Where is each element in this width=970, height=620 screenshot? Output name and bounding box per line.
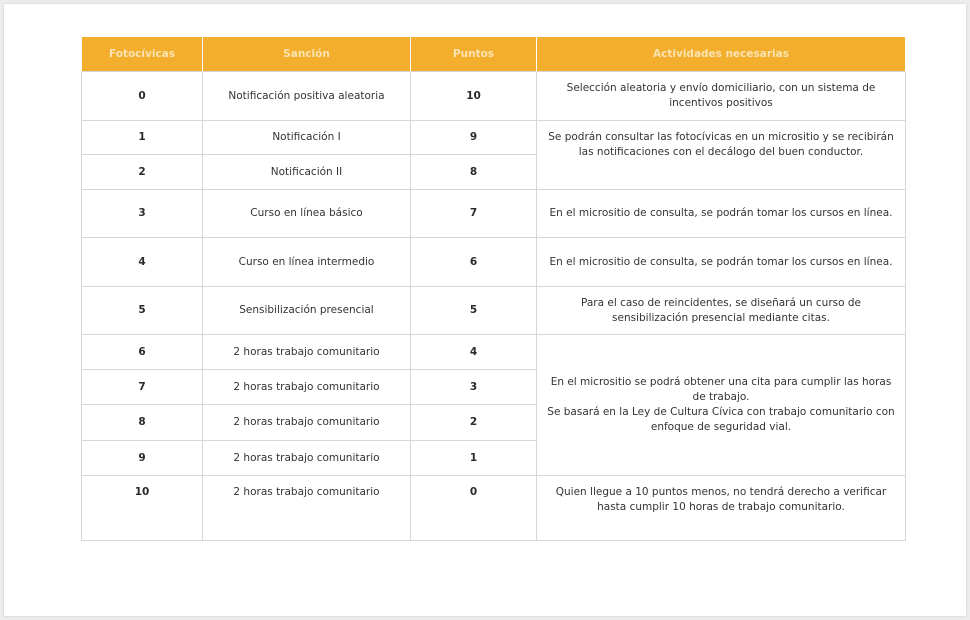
cell-fotocivicas: 5 bbox=[82, 287, 203, 335]
fotocivicas-table bbox=[81, 37, 906, 541]
cell-puntos: 3 bbox=[411, 370, 537, 405]
actividad-line: En el micrositio se podrá obtener una cita para cumplir las horas de trabajo. bbox=[550, 376, 892, 403]
table-row bbox=[82, 72, 906, 121]
cell-puntos: 5 bbox=[411, 287, 537, 335]
cell-puntos: 8 bbox=[411, 155, 537, 190]
cell-fotocivicas: 0 bbox=[82, 72, 203, 121]
table-row bbox=[82, 287, 906, 335]
cell-actividad: En el micrositio de consulta, se podrán tomar los cursos en línea. bbox=[537, 190, 906, 238]
cell-fotocivicas: 10 bbox=[82, 476, 203, 541]
actividad-line: Se basará en la Ley de Cultura Cívica con trabajo comunitario con enfoque de seguridad vial. bbox=[547, 406, 895, 433]
header-sancion: Sanción bbox=[203, 37, 411, 72]
header-fotocivicas: Fotocívicas bbox=[82, 37, 203, 72]
table-header-row bbox=[82, 37, 906, 72]
cell-fotocivicas: 6 bbox=[82, 335, 203, 370]
cell-actividad bbox=[537, 335, 906, 476]
header-puntos: Puntos bbox=[411, 37, 537, 72]
cell-sancion: 2 horas trabajo comunitario bbox=[203, 441, 411, 476]
table-row bbox=[82, 476, 906, 541]
cell-puntos: 9 bbox=[411, 121, 537, 155]
cell-sancion: 2 horas trabajo comunitario bbox=[203, 405, 411, 441]
cell-puntos: 2 bbox=[411, 405, 537, 441]
cell-puntos: 0 bbox=[411, 476, 537, 541]
cell-sancion: 2 horas trabajo comunitario bbox=[203, 335, 411, 370]
cell-actividad: En el micrositio de consulta, se podrán tomar los cursos en línea. bbox=[537, 238, 906, 287]
cell-fotocivicas: 4 bbox=[82, 238, 203, 287]
cell-sancion: Curso en línea intermedio bbox=[203, 238, 411, 287]
cell-puntos: 4 bbox=[411, 335, 537, 370]
cell-sancion: 2 horas trabajo comunitario bbox=[203, 370, 411, 405]
cell-actividad: Selección aleatoria y envío domiciliario, con un sistema de incentivos positivos bbox=[537, 72, 906, 121]
header-actividades: Actividades necesarias bbox=[537, 37, 906, 72]
document-page bbox=[4, 4, 966, 616]
cell-sancion: 2 horas trabajo comunitario bbox=[203, 476, 411, 541]
cell-sancion: Notificación I bbox=[203, 121, 411, 155]
cell-fotocivicas: 2 bbox=[82, 155, 203, 190]
cell-actividad: Se podrán consultar las fotocívicas en un micrositio y se recibirán las notificaciones con el decálogo del buen conductor. bbox=[537, 121, 906, 190]
cell-puntos: 7 bbox=[411, 190, 537, 238]
cell-fotocivicas: 8 bbox=[82, 405, 203, 441]
cell-actividad: Para el caso de reincidentes, se diseñará un curso de sensibilización presencial mediante citas. bbox=[537, 287, 906, 335]
table-row bbox=[82, 121, 906, 155]
table-row bbox=[82, 335, 906, 370]
cell-fotocivicas: 7 bbox=[82, 370, 203, 405]
cell-sancion: Notificación positiva aleatoria bbox=[203, 72, 411, 121]
table-row bbox=[82, 190, 906, 238]
cell-sancion: Curso en línea básico bbox=[203, 190, 411, 238]
cell-puntos: 6 bbox=[411, 238, 537, 287]
table-row bbox=[82, 238, 906, 287]
cell-sancion: Notificación II bbox=[203, 155, 411, 190]
cell-fotocivicas: 1 bbox=[82, 121, 203, 155]
cell-puntos: 10 bbox=[411, 72, 537, 121]
cell-sancion: Sensibilización presencial bbox=[203, 287, 411, 335]
cell-puntos: 1 bbox=[411, 441, 537, 476]
cell-fotocivicas: 3 bbox=[82, 190, 203, 238]
cell-fotocivicas: 9 bbox=[82, 441, 203, 476]
cell-actividad: Quien llegue a 10 puntos menos, no tendrá derecho a verificar hasta cumplir 10 horas de trabajo comunitario. bbox=[537, 476, 906, 541]
